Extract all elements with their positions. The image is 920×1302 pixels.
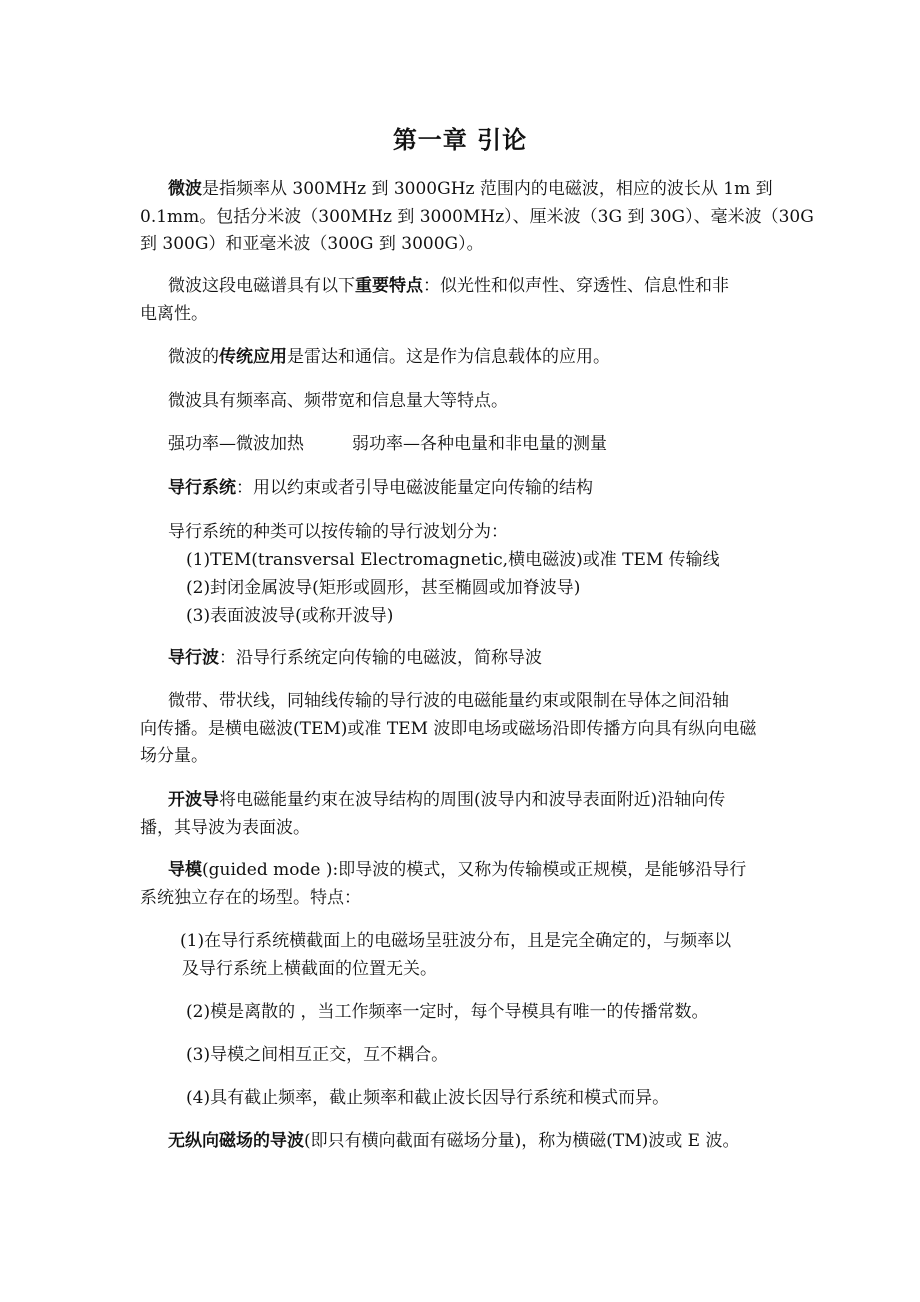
text-line: 微波具有频率高、频带宽和信息量大等特点。	[168, 391, 508, 411]
list-item: (1)TEM(transversal Electromagnetic,横电磁波)或准 TEM 传输线	[186, 550, 720, 570]
paragraph-traditional-use	[140, 344, 785, 372]
text-line: (即只有横向截面有磁场分量)，称为横磁(TM)波或 E 波。	[304, 1131, 740, 1151]
term-guided-wave: 导行波	[168, 648, 219, 668]
text-line: (3)导模之间相互正交，互不耦合。	[186, 1045, 449, 1065]
feature-item-3	[186, 1042, 786, 1070]
text-line: 导行系统的种类可以按传输的导行波划分为：	[168, 522, 508, 542]
term-guided-mode: 导模	[168, 860, 202, 880]
paragraph-characteristics	[140, 388, 785, 416]
term-no-longitudinal-magnetic: 无纵向磁场的导波	[168, 1131, 304, 1151]
paragraph-open-waveguide	[140, 787, 785, 842]
feature-item-1	[180, 928, 785, 983]
term-open-waveguide: 开波导	[168, 790, 219, 810]
text-line: 0.1mm。包括分米波（300MHz 到 3000MHz）、厘米波（3G 到 30G）、毫米波（30G	[140, 206, 814, 227]
text-line: 将电磁能量约束在波导结构的周围(波导内和波导表面附近)沿轴向传	[219, 790, 726, 810]
paragraph-power	[140, 431, 785, 459]
term-microwave: 微波	[168, 179, 202, 199]
term-guiding-system: 导行系统	[168, 478, 236, 498]
term-important-features: 重要特点	[355, 276, 423, 296]
paragraph-microwave-definition	[140, 176, 814, 259]
text-line: (guided mode ):即导波的模式，又称为传输模或正规模，是能够沿导行	[202, 860, 747, 880]
text-weak-power: 弱功率—各种电量和非电量的测量	[352, 434, 607, 454]
paragraph-guided-mode	[140, 857, 785, 912]
text-line: (1)在导行系统横截面上的电磁场呈驻波分布，且是完全确定的，与频率以	[180, 931, 732, 951]
list-item: (2)封闭金属波导(矩形或圆形，甚至椭圆或加脊波导)	[186, 578, 581, 598]
text-line: 播，其导波为表面波。	[140, 817, 310, 838]
term-traditional-use: 传统应用	[219, 347, 287, 367]
paragraph-features	[140, 273, 785, 328]
text-line: 到 300G）和亚毫米波（300G 到 3000G）。	[140, 234, 484, 254]
text-line: 场分量。	[140, 746, 208, 766]
text-line: 微波这段电磁谱具有以下	[168, 276, 355, 296]
text-line: (4)具有截止频率，截止频率和截止波长因导行系统和模式而异。	[186, 1088, 670, 1108]
paragraph-tm-wave	[140, 1128, 785, 1156]
text-line: 是指频率从 300MHz 到 3000GHz 范围内的电磁波，相应的波长从 1m 到	[202, 179, 773, 199]
feature-item-4	[186, 1085, 786, 1113]
feature-item-2	[186, 999, 786, 1027]
paragraph-tem	[140, 688, 785, 771]
text-line: 向传播。是横电磁波(TEM)或准 TEM 波即电场或磁场沿即传播方向具有纵向电磁	[140, 718, 757, 739]
text-line: 及导行系统上横截面的位置无关。	[182, 958, 437, 979]
chapter-title: 第一章 引论	[392, 125, 528, 154]
text-line: 电离性。	[140, 303, 208, 324]
text-strong-power: 强功率—微波加热	[168, 434, 304, 454]
text-line: 是雷达和通信。这是作为信息载体的应用。	[287, 347, 610, 367]
paragraph-guided-wave	[140, 645, 785, 673]
text-line: (2)模是离散的 ，当工作频率一定时，每个导模具有唯一的传播常数。	[186, 1002, 709, 1022]
text-line: 系统独立存在的场型。特点：	[140, 887, 361, 908]
text-line: 微波的	[168, 347, 219, 367]
paragraph-system-types	[140, 518, 785, 630]
paragraph-guiding-system	[140, 475, 785, 503]
list-item: (3)表面波波导(或称开波导)	[186, 606, 394, 626]
text-line: ：沿导行系统定向传输的电磁波，简称导波	[219, 648, 542, 668]
text-line: 微带、带状线，同轴线传输的导行波的电磁能量约束或限制在导体之间沿轴	[168, 691, 729, 711]
text-line: ：用以约束或者引导电磁波能量定向传输的结构	[236, 478, 593, 498]
text-line: ：似光性和似声性、穿透性、信息性和非	[423, 276, 729, 296]
